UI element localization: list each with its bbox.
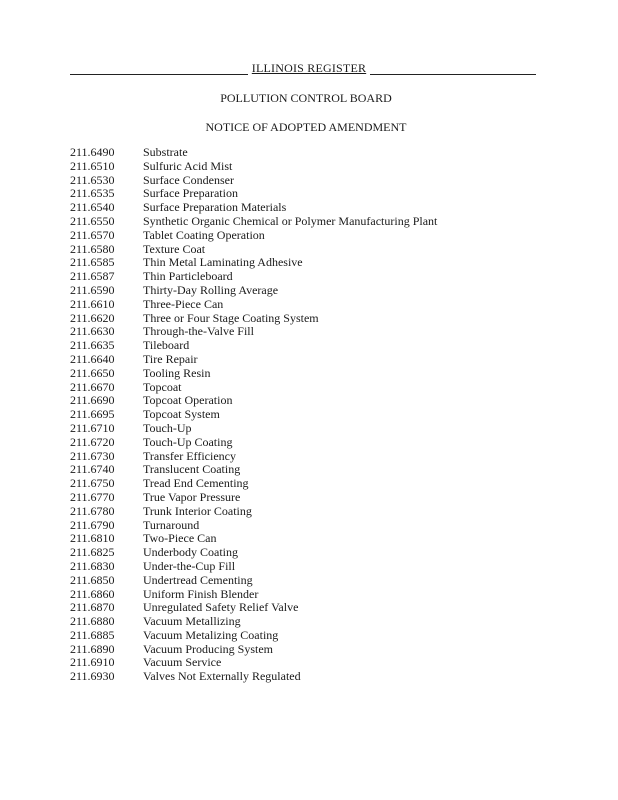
section-number: 211.6695 bbox=[70, 407, 115, 422]
section-row bbox=[70, 201, 550, 215]
section-row bbox=[70, 560, 550, 574]
section-row bbox=[70, 353, 550, 367]
section-term: Tablet Coating Operation bbox=[143, 227, 265, 242]
section-number: 211.6710 bbox=[70, 420, 115, 435]
section-number: 211.6540 bbox=[70, 200, 115, 215]
section-row bbox=[70, 256, 550, 270]
section-number: 211.6550 bbox=[70, 213, 115, 228]
section-term: Thirty-Day Rolling Average bbox=[143, 282, 279, 297]
section-number: 211.6780 bbox=[70, 503, 115, 518]
section-term: Transfer Efficiency bbox=[143, 448, 236, 463]
section-number: 211.6810 bbox=[70, 531, 115, 546]
section-row bbox=[70, 243, 550, 257]
section-row bbox=[70, 187, 550, 201]
section-row bbox=[70, 284, 550, 298]
notice-title: NOTICE OF ADOPTED AMENDMENT bbox=[205, 120, 407, 134]
section-term: Touch-Up Coating bbox=[143, 434, 233, 449]
section-number: 211.6720 bbox=[70, 434, 115, 449]
section-term: Surface Preparation Materials bbox=[143, 200, 287, 215]
section-number: 211.6670 bbox=[70, 379, 115, 394]
board-name: POLLUTION CONTROL BOARD bbox=[220, 91, 392, 105]
section-term: Thin Metal Laminating Adhesive bbox=[143, 255, 303, 270]
section-term: Vacuum Metalizing Coating bbox=[143, 627, 279, 642]
section-row bbox=[70, 629, 550, 643]
section-list bbox=[70, 146, 550, 684]
section-row bbox=[70, 339, 550, 353]
section-term: Unregulated Safety Relief Valve bbox=[143, 600, 299, 615]
section-row bbox=[70, 408, 550, 422]
section-number: 211.6750 bbox=[70, 476, 115, 491]
section-term: Trunk Interior Coating bbox=[143, 503, 252, 518]
section-row bbox=[70, 436, 550, 450]
section-term: Touch-Up bbox=[143, 420, 192, 435]
section-term: Tread End Cementing bbox=[143, 476, 249, 491]
section-row bbox=[70, 422, 550, 436]
section-term: Surface Condenser bbox=[143, 172, 234, 187]
section-term: Tileboard bbox=[143, 338, 190, 353]
section-row bbox=[70, 215, 550, 229]
section-row bbox=[70, 505, 550, 519]
section-term: Tire Repair bbox=[143, 351, 198, 366]
section-number: 211.6690 bbox=[70, 393, 115, 408]
section-number: 211.6610 bbox=[70, 296, 115, 311]
section-number: 211.6740 bbox=[70, 462, 115, 477]
section-number: 211.6590 bbox=[70, 282, 115, 297]
section-term: Sulfuric Acid Mist bbox=[143, 158, 233, 173]
section-term: Substrate bbox=[143, 145, 188, 159]
section-row bbox=[70, 574, 550, 588]
section-row bbox=[70, 298, 550, 312]
register-title-text: ILLINOIS REGISTER bbox=[248, 61, 370, 75]
section-number: 211.6930 bbox=[70, 669, 115, 684]
section-number: 211.6580 bbox=[70, 241, 115, 256]
section-term: Under-the-Cup Fill bbox=[143, 558, 236, 573]
section-number: 211.6885 bbox=[70, 627, 115, 642]
section-number: 211.6530 bbox=[70, 172, 115, 187]
section-row bbox=[70, 463, 550, 477]
section-number: 211.6490 bbox=[70, 145, 115, 159]
section-number: 211.6890 bbox=[70, 641, 115, 656]
section-number: 211.6880 bbox=[70, 614, 115, 629]
section-term: Texture Coat bbox=[143, 241, 206, 256]
section-term: Vacuum Producing System bbox=[143, 641, 273, 656]
section-number: 211.6630 bbox=[70, 324, 115, 339]
section-number: 211.6830 bbox=[70, 558, 115, 573]
section-row bbox=[70, 160, 550, 174]
section-number: 211.6585 bbox=[70, 255, 115, 270]
section-term: Turnaround bbox=[143, 517, 200, 532]
section-row bbox=[70, 601, 550, 615]
section-number: 211.6850 bbox=[70, 572, 115, 587]
section-row bbox=[70, 325, 550, 339]
section-row bbox=[70, 615, 550, 629]
section-number: 211.6825 bbox=[70, 545, 115, 560]
section-number: 211.6510 bbox=[70, 158, 115, 173]
section-row bbox=[70, 670, 550, 684]
section-row bbox=[70, 174, 550, 188]
section-term: Vacuum Service bbox=[143, 655, 222, 670]
section-row bbox=[70, 656, 550, 670]
section-number: 211.6770 bbox=[70, 489, 115, 504]
section-term: Valves Not Externally Regulated bbox=[143, 669, 301, 684]
section-term: Translucent Coating bbox=[143, 462, 241, 477]
section-row bbox=[70, 477, 550, 491]
section-number: 211.6860 bbox=[70, 586, 115, 601]
section-term: Surface Preparation bbox=[143, 186, 238, 201]
section-row bbox=[70, 450, 550, 464]
section-term: Uniform Finish Blender bbox=[143, 586, 259, 601]
section-number: 211.6640 bbox=[70, 351, 115, 366]
section-number: 211.6587 bbox=[70, 269, 115, 284]
section-row bbox=[70, 312, 550, 326]
section-term: Synthetic Organic Chemical or Polymer Manufacturing Plant bbox=[143, 213, 438, 228]
section-row bbox=[70, 491, 550, 505]
register-title bbox=[0, 61, 618, 76]
section-term: Undertread Cementing bbox=[143, 572, 253, 587]
section-row bbox=[70, 519, 550, 533]
section-term: Vacuum Metallizing bbox=[143, 614, 241, 629]
section-row bbox=[70, 394, 550, 408]
section-row bbox=[70, 270, 550, 284]
section-row bbox=[70, 146, 550, 160]
section-number: 211.6870 bbox=[70, 600, 115, 615]
section-number: 211.6570 bbox=[70, 227, 115, 242]
section-term: Underbody Coating bbox=[143, 545, 238, 560]
section-row bbox=[70, 532, 550, 546]
section-term: Through-the-Valve Fill bbox=[143, 324, 254, 339]
section-number: 211.6635 bbox=[70, 338, 115, 353]
section-number: 211.6535 bbox=[70, 186, 115, 201]
section-term: True Vapor Pressure bbox=[143, 489, 241, 504]
section-term: Two-Piece Can bbox=[143, 531, 217, 546]
section-term: Three-Piece Can bbox=[143, 296, 224, 311]
section-term: Topcoat bbox=[143, 379, 182, 394]
section-row bbox=[70, 588, 550, 602]
section-term: Topcoat Operation bbox=[143, 393, 233, 408]
section-term: Topcoat System bbox=[143, 407, 220, 422]
section-term: Thin Particleboard bbox=[143, 269, 233, 284]
section-row bbox=[70, 381, 550, 395]
section-row bbox=[70, 229, 550, 243]
section-row bbox=[70, 367, 550, 381]
section-number: 211.6910 bbox=[70, 655, 115, 670]
section-number: 211.6620 bbox=[70, 310, 115, 325]
section-row bbox=[70, 546, 550, 560]
section-row bbox=[70, 643, 550, 657]
section-number: 211.6650 bbox=[70, 365, 115, 380]
section-term: Three or Four Stage Coating System bbox=[143, 310, 319, 325]
section-term: Tooling Resin bbox=[143, 365, 211, 380]
section-number: 211.6790 bbox=[70, 517, 115, 532]
section-number: 211.6730 bbox=[70, 448, 115, 463]
